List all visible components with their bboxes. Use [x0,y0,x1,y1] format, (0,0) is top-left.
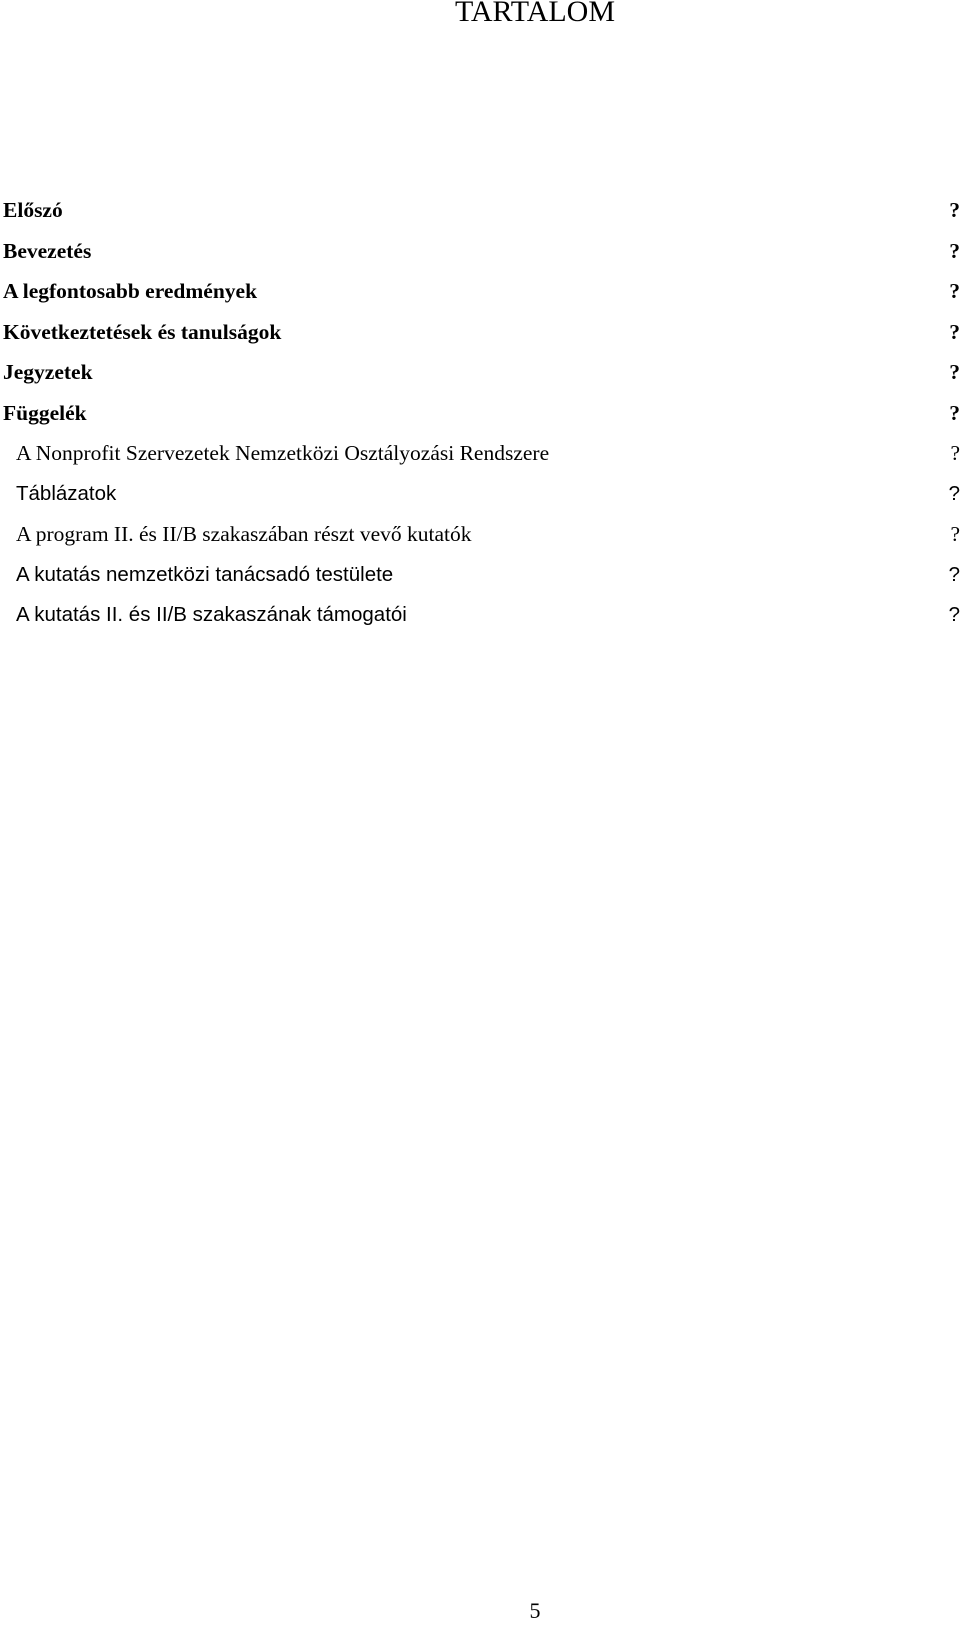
toc-entry-label: Bevezetés [3,238,92,263]
toc-entry-page: ? [949,319,960,344]
table-of-contents [0,190,960,636]
toc-entry-tablazatok[interactable] [0,474,960,515]
toc-entry-page: ? [949,279,960,303]
toc-entry-page: ? [949,360,960,384]
toc-entry-kutatok[interactable] [0,514,960,555]
toc-entry-tanacsado-testulet[interactable] [0,555,960,596]
toc-entry-label: Előszó [3,198,63,222]
toc-entry-page: ? [950,441,960,465]
page-title: TARTALOM [454,0,616,28]
toc-entry-fuggelek[interactable] [0,393,960,434]
toc-entry-label: Jegyzetek [3,360,93,384]
toc-entry-page: ? [948,603,960,626]
toc-entry-label: A kutatás nemzetközi tanácsadó testülete [16,562,394,586]
toc-entry-label: Táblázatok [16,481,117,505]
page-number: 5 [529,1598,541,1623]
toc-entry-page: ? [950,522,960,546]
toc-entry-page: ? [949,400,960,425]
toc-entry-tamogatok[interactable] [0,595,960,636]
toc-entry-label: A Nonprofit Szervezetek Nemzetközi Osztályozási Rendszere [16,441,550,465]
toc-entry-label: A kutatás II. és II/B szakaszának támogatói [16,603,407,626]
toc-entry-eloszo[interactable] [0,190,960,231]
toc-entry-kovetkeztetesek[interactable] [0,312,960,353]
toc-entry-page: ? [948,562,960,586]
toc-entry-label: Következtetések és tanulságok [3,319,282,344]
toc-entry-osztalyozasi-rendszer[interactable] [0,433,960,474]
toc-entry-bevezetes[interactable] [0,231,960,272]
toc-entry-page: ? [949,238,960,263]
toc-entry-label: A program II. és II/B szakaszában részt vevő kutatók [16,522,472,546]
toc-entry-page: ? [949,198,960,222]
toc-entry-legfontosabb-eredmenyek[interactable] [0,271,960,312]
toc-entry-label: A legfontosabb eredmények [3,279,258,303]
toc-entry-label: Függelék [3,400,87,425]
toc-entry-jegyzetek[interactable] [0,352,960,393]
toc-entry-page: ? [948,481,960,505]
